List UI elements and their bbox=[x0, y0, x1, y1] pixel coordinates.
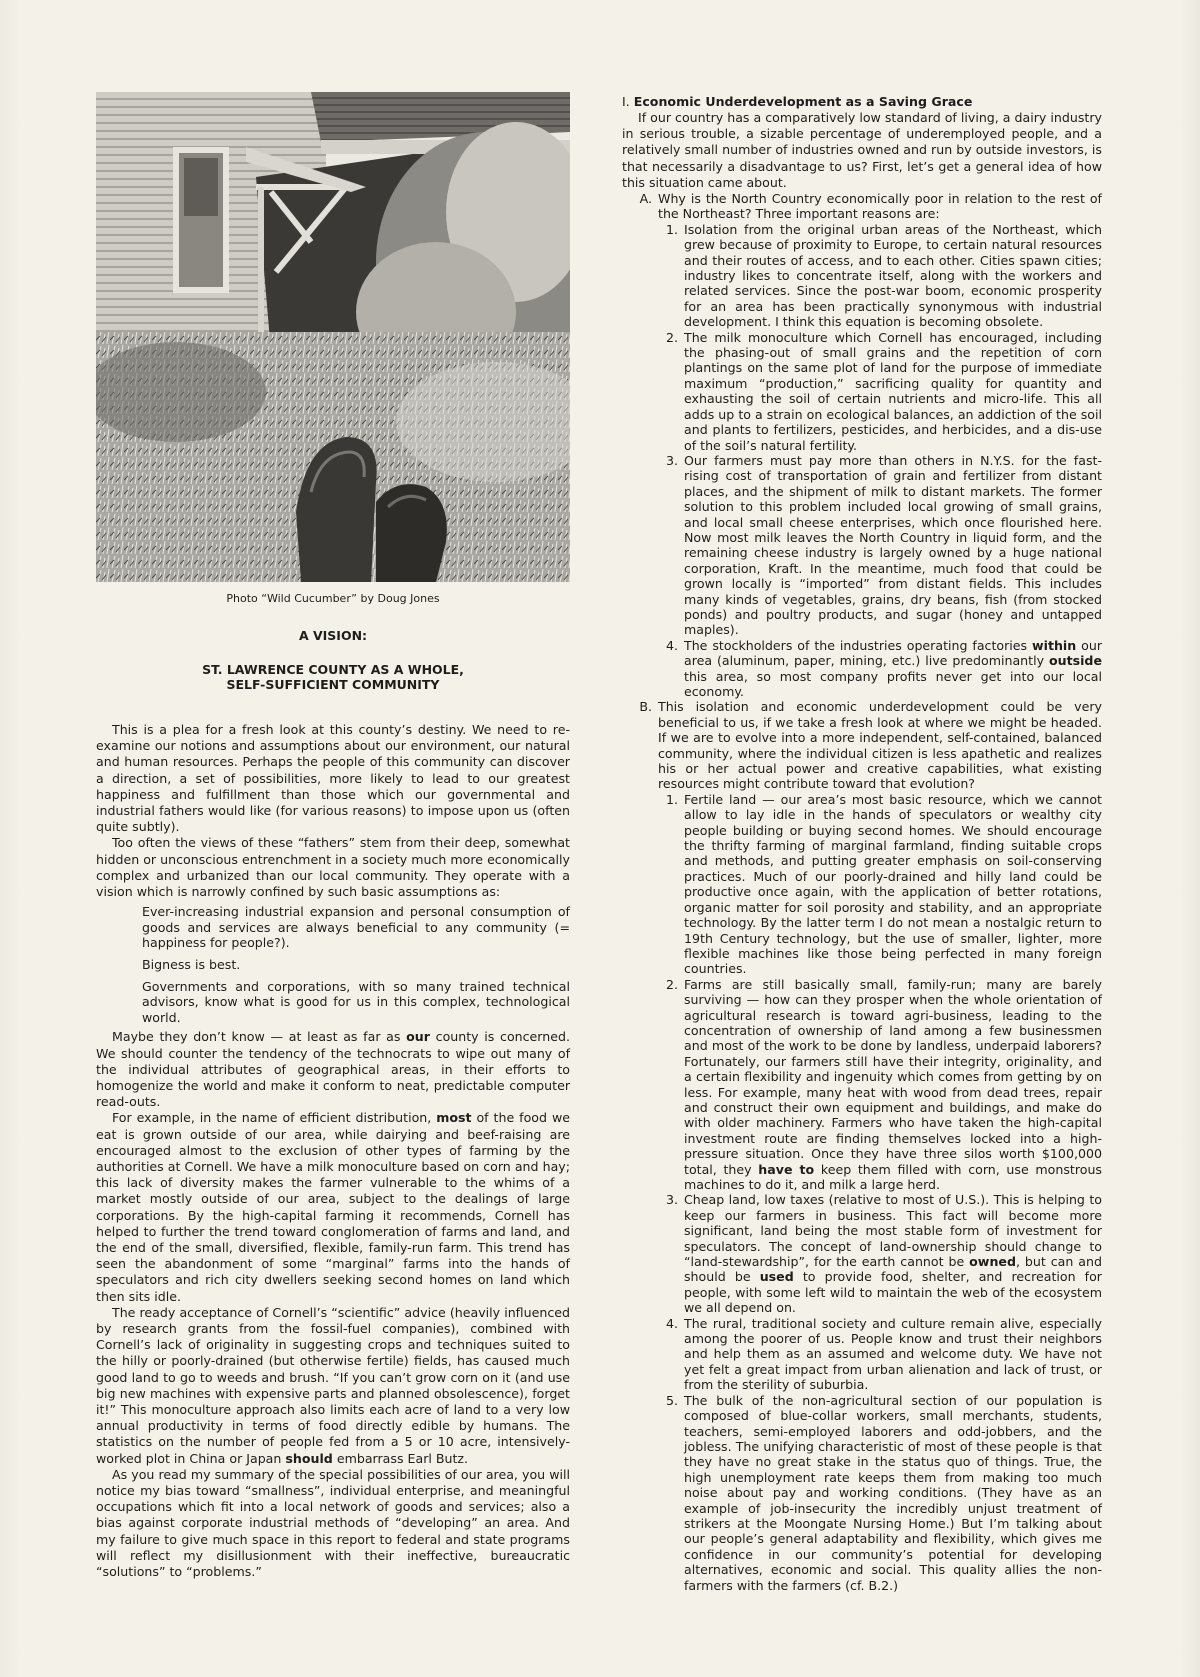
text-run: Maybe they don’t know — at least as far as bbox=[112, 1029, 407, 1045]
assumption-2: Bigness is best. bbox=[142, 957, 241, 973]
assumption-3: Governments and corporations, with so many trained technical advisors, know what is good for us in this complex, technological world. bbox=[142, 978, 570, 1025]
outline-item-B bbox=[638, 699, 1102, 791]
section-heading bbox=[622, 94, 1102, 110]
emphasis: most bbox=[436, 1110, 472, 1126]
outline-text: The bulk of the non-agricultural section of our population is composed of blue-collar workers, small merchants, students, teachers, semi-employed laborers and odd-jobbers, and the jobless. The unifying characteristic of most of these people is that they have no great stake in the status quo of things. True, the high unemployment rate keeps them from making too much noise about pay and working conditions. (They have as an example of job-insecurity the incredibly unjust treatment of strikers at the Moongate Nursing Home.) But I’m talking about our people’s general adaptability and flexibility, which gives me confidence in our community’s potential for developing alternatives, economic and social. This quality allies the non-farmers with the farmers (cf. B.2.) bbox=[684, 1392, 1102, 1593]
outline-text bbox=[684, 1192, 1102, 1315]
text-run: , but can and should be bbox=[684, 1254, 1102, 1285]
photo-illustration bbox=[96, 92, 570, 582]
text-run: county is concerned. We should counter the tendency of the technocrats to wipe out many of the individual attributes of geographical areas, in their efforts to homogenize the world and make it conform to neat, predictable computer read-outs. bbox=[96, 1029, 570, 1110]
outline-text: Our farmers must pay more than others in N.Y.S. for the fast-rising cost of transportation of grain and fertilizer from distant places, and the shipment of milk to distant markets. The former solution to this problem included local growing of small grains, and local small cheese enterprises, which once flourished here. Now most milk leaves the North Country in liquid form, and the remaining cheese industry is largely owned by a huge national corporation, Kraft. In the meantime, much food that could be grown locally is “imported” from distant fields. This includes many kinds of vegetables, grains, dry beans, fish (from stocked ponds) and poultry products, and sugar (honey and untapped maples). bbox=[684, 452, 1102, 638]
outline-label: B. bbox=[639, 699, 652, 715]
text-run: of the food we eat is grown outside of our area, while dairying and beef-raising are encouraged almost to the exclusion of other types of farming by the authorities at Cornell. We have a milk monoculture based on corn and hay; this lack of diversity makes the farmer vulnerable to the whims of a market mostly outside of our area, subject to the dealings of large corporations. By the high-capital farming it recommends, Cornell has helped to further the trend toward conglomeration of farms and land, and the end of the small, diversified, flexible, family-run farm. This trend has seen the abandonment of some “marginal” farms into the hands of speculators and rich city dwellers seeking second homes on land which then sits idle. bbox=[96, 1110, 570, 1304]
text-run: keep them filled with corn, use monstrous machines to do it, and milk a large herd. bbox=[684, 1161, 1102, 1193]
text-run: embarrass Earl Butz. bbox=[332, 1450, 469, 1466]
section-number: I. bbox=[622, 94, 630, 109]
emphasis: used bbox=[759, 1269, 794, 1285]
outline-item-B2 bbox=[660, 977, 1102, 1193]
emphasis: outside bbox=[1048, 653, 1102, 669]
article-subtitle bbox=[96, 662, 570, 692]
outline-label: 1. bbox=[665, 791, 678, 807]
paragraph-plea: This is a plea for a fresh look at this county’s destiny. We need to re-examine our notions and assumptions about our environment, our natural and human resources. Perhaps the people of this community can discover a direction, a set of possibilities, more likely to lead to our greatest happiness and fulfillment than those which our governmental and industrial fathers would like (for various reasons) to impose upon us (often quite subtly). bbox=[96, 722, 570, 835]
outline-label: 4. bbox=[665, 1315, 678, 1331]
article-title: A VISION: bbox=[298, 628, 368, 643]
outline-label: 3. bbox=[665, 452, 678, 468]
outline-item-B1 bbox=[660, 792, 1102, 977]
outline-item-A4 bbox=[660, 638, 1102, 700]
outline-item-A bbox=[638, 191, 1102, 222]
emphasis: within bbox=[1032, 637, 1077, 653]
paragraph-fathers: Too often the views of these “fathers” stem from their deep, somewhat hidden or unconscious entrenchment in a society much more economically complex and urbanized than our local community. They operate with a vision which is narrowly confined by such basic assumptions as: bbox=[96, 835, 570, 900]
outline-text: The rural, traditional society and culture remain alive, especially among the poorer of us. People know and trust their neighbors and help them as an assumed and welcome duty. We have not yet felt a great impact from urban alienation and lack of trust, or from the sterility of suburbia. bbox=[684, 1315, 1102, 1393]
subtitle-line-2: SELF-SUFFICIENT COMMUNITY bbox=[226, 677, 440, 692]
outline-text: Isolation from the original urban areas of the Northeast, which grew because of proximity to Europe, to certain natural resources and their routes of access, and to each other. Cities spawn cities; industry likes to concentrate itself, along with the workers and related services. Since the post-war boom, economic prosperity for an area has been practically synonymous with industrial development. I think this equation is becoming obsolete. bbox=[684, 221, 1102, 330]
outline-item-B3 bbox=[660, 1192, 1102, 1315]
outline-text bbox=[684, 638, 1102, 700]
emphasis: our bbox=[406, 1029, 430, 1045]
assumption-1: Ever-increasing industrial expansion and personal consumption of goods and services are always beneficial to any community (= happiness for people?). bbox=[142, 904, 570, 951]
outline-label: 5. bbox=[665, 1392, 678, 1408]
outline-label: 4. bbox=[665, 637, 678, 653]
text-run: The stockholders of the industries operating factories bbox=[684, 637, 1032, 653]
paragraph-distribution bbox=[96, 1110, 570, 1304]
left-column-body bbox=[96, 722, 570, 1580]
outline-item-B5 bbox=[660, 1393, 1102, 1593]
right-column-body bbox=[622, 94, 1102, 1593]
outline-text: Fertile land — our area’s most basic resource, which we cannot allow to lay idle in the hands of speculators or wealthy city people building or buying second homes. We should encourage the thrifty farming of marginal farmland, finding suitable crops and methods, and putting greater emphasis on soil-conserving practices. Much of our poorly-drained and hilly land could be productive once again, with the application of better rotations, organic matter for soil porosity and stability, and an appropriate technology. By the latter term I do not mean a nostalgic return to 19th Century technology, but the use of smaller, lighter, more flexible machines like those being perfected in many foreign countries. bbox=[684, 791, 1102, 977]
emphasis: have to bbox=[758, 1161, 815, 1177]
outline-label: 3. bbox=[665, 1192, 678, 1208]
outline-item-B4 bbox=[660, 1316, 1102, 1393]
section-title: Economic Underdevelopment as a Saving Grace bbox=[633, 94, 973, 109]
wild-cucumber-photo bbox=[96, 92, 570, 582]
emphasis: owned bbox=[969, 1254, 1016, 1270]
outline-text: The milk monoculture which Cornell has encouraged, including the phasing-out of small grains and the repetition of corn plantings on the same plot of land for the purpose of immediate maximum “production,” sacrificing quality for quantity and exhausting the soil of certain nutrients and micro-life. This all adds up to a strain on ecological balances, an addiction of the soil and plants to fertilizers, pesticides, and herbicides, and a dis-use of the soil’s natural fertility. bbox=[684, 329, 1102, 453]
outline-item-A3 bbox=[660, 453, 1102, 638]
paragraph-bias: As you read my summary of the special possibilities of our area, you will notice my bias toward “smallness”, individual enterprise, and meaningful occupations which fit into a local network of goods and services; also a bias against corporate industrial methods of “developing” an area. And my failure to give much space in this report to federal and state programs will reflect my disillusionment with their ineffective, bureaucratic “solutions” to “problems.” bbox=[96, 1466, 570, 1580]
outline-text: Why is the North Country economically poor in relation to the rest of the Northeast? Three important reasons are: bbox=[658, 191, 1102, 222]
outline-label: 2. bbox=[665, 976, 678, 992]
text-run: to provide food, shelter, and recreation for people, with some left wild to maintain the web of the ecosystem we all depend on. bbox=[684, 1269, 1102, 1316]
outline-label: 1. bbox=[665, 221, 678, 237]
text-run: The ready acceptance of Cornell’s “scientific” advice (heavily influenced by research grants from the fossil-fuel companies), combined with Cornell’s lack of originality in suggesting crops and techniques suited to the hilly or poorly-drained (but otherwise fertile) fields, has caused much good land to go to weeds and brush. “If you can’t grow corn on it (and use big new machines with expensive parts and planned obsolescence), forget it!” This monoculture approach also limits each acre of land to a very low annual productivity in terms of food directly edible by humans. The statistics on the number of people fed from a 5 or 10 acre, intensively-worked plot in China or Japan bbox=[96, 1304, 570, 1466]
emphasis: should bbox=[285, 1450, 333, 1466]
text-run: our area (aluminum, paper, mining, etc.) live predominantly bbox=[684, 637, 1102, 669]
outline-item-A2 bbox=[660, 330, 1102, 453]
photo-caption: Photo “Wild Cucumber” by Doug Jones bbox=[226, 592, 440, 605]
outline-label: A. bbox=[639, 191, 652, 207]
text-run: Farms are still basically small, family-run; many are barely surviving — how can they prosper when the whole orientation of agricultural research is toward agri-business, leading to the concentration of ownership of land among a few businessmen and most of the work to be done by landless, underpaid laborers? Fortunately, our farmers still have their integrity, originality, and a certain flexibility and ingenuity which comes from getting by on less. For example, many heat with wood from dead trees, repair and construct their own equipment and buildings, and make do with older machinery. Farmers who have taken the high-capital investment route are finding themselves locked into a high-pressure situation. Once they have three silos worth $100,000 total, they bbox=[684, 976, 1102, 1177]
section-intro: If our country has a comparatively low standard of living, a dairy industry in serious trouble, a sizable percentage of underemployed people, and a relatively small number of industries owned and run by outside investors, is that necessarily a disadvantage to us? First, let’s get a general idea of how this situation came about. bbox=[622, 110, 1102, 190]
outline-label: 2. bbox=[665, 329, 678, 345]
subtitle-line-1: ST. LAWRENCE COUNTY AS A WHOLE, bbox=[202, 662, 464, 677]
paragraph-cornell-advice bbox=[96, 1305, 570, 1467]
text-run: For example, in the name of efficient distribution, bbox=[112, 1110, 437, 1126]
paragraph-technocrats bbox=[96, 1029, 570, 1110]
outline-item-A1 bbox=[660, 222, 1102, 330]
outline-text: This isolation and economic underdevelopment could be very beneficial to us, if we take a fresh look at where we might be headed. If we are to evolve into a more independent, self-contained, balanced community, where the individual citizen is less apathetic and realizes his or her actual power and creative capabilities, what existing resources might contribute toward that evolution? bbox=[658, 699, 1102, 792]
outline-text bbox=[684, 977, 1102, 1193]
text-run: this area, so most company profits never get into our local economy. bbox=[684, 668, 1102, 700]
text-run: Cheap land, low taxes (relative to most of U.S.). This is helping to keep our farmers in business. This fact will become more significant, land being the most stable form of investment for speculators. The concept of land-ownership should change to “land-stewardship”, for the earth cannot be bbox=[684, 1192, 1102, 1270]
